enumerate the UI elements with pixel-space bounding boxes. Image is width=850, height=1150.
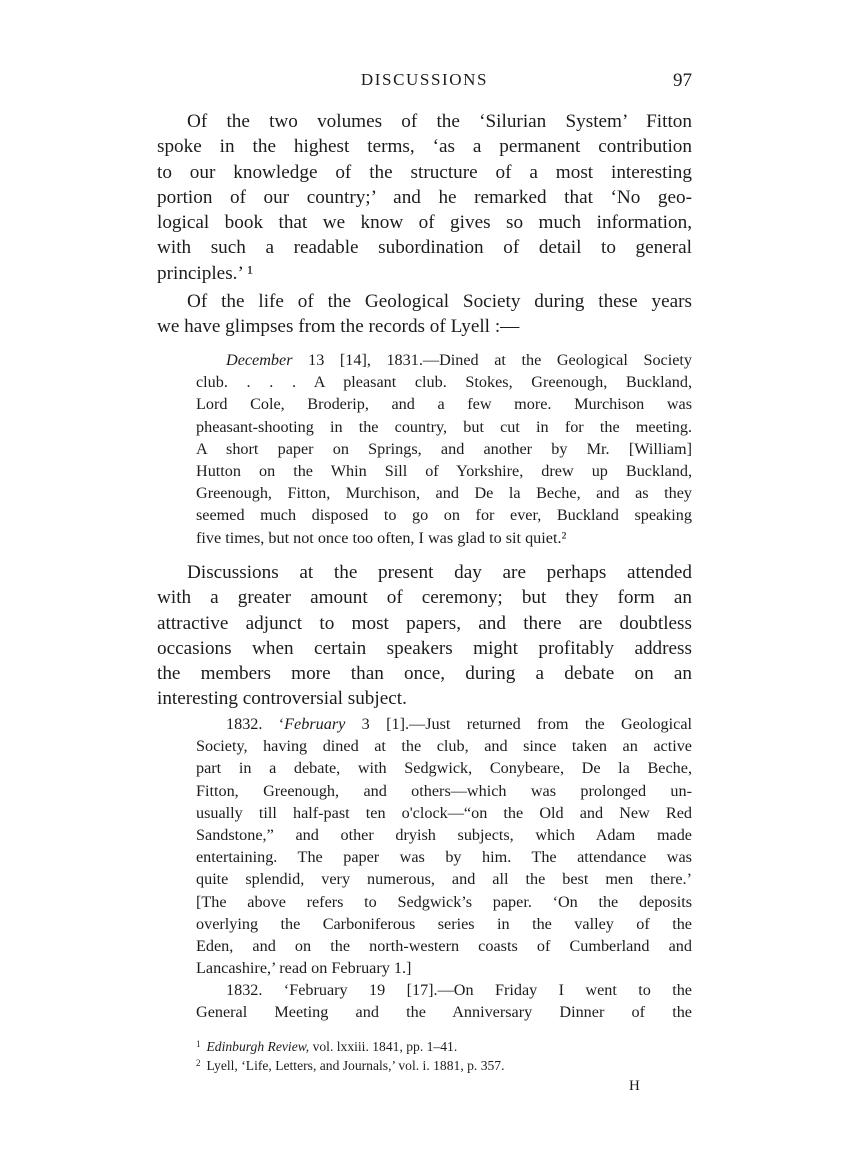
quote-december-1831 xyxy=(196,349,692,549)
text-line: seemed much disposed to go on for ever, Buckland speaking xyxy=(196,506,692,525)
quote-date: February xyxy=(284,715,346,733)
text-line: to our knowledge of the structure of a most interesting xyxy=(157,161,692,183)
paragraph-discussions xyxy=(157,560,692,712)
text-line xyxy=(196,349,692,371)
text-line: we have glimpses from the records of Lyell :— xyxy=(157,316,520,338)
text-line: principles.’ ¹ xyxy=(157,262,253,284)
text-line: with a greater amount of ceremony; but they form an xyxy=(157,587,692,609)
footnote-text: vol. lxxiii. 1841, pp. 1–41. xyxy=(309,1039,458,1054)
paragraph-silurian-system xyxy=(157,109,692,286)
text-span: 1832. ‘ xyxy=(226,715,285,733)
text-line: [The above refers to Sedgwick’s paper. ‘On the deposits xyxy=(196,892,692,911)
text-line: Fitton, Greenough, and others—which was prolonged un- xyxy=(196,781,692,800)
text-line: overlying the Carboniferous series in the valley of the xyxy=(196,914,692,933)
text-line: logical book that we know of gives so much information, xyxy=(157,212,692,234)
text-line: General Meeting and the Anniversary Dinner of the xyxy=(196,1003,692,1022)
text-line: Hutton on the Whin Sill of Yorkshire, drew up Buckland, xyxy=(196,461,692,480)
text-line: portion of our country;’ and he remarked that ‘No geo- xyxy=(157,186,692,208)
text-line: quite splendid, very numerous, and all the best men there.’ xyxy=(196,870,692,889)
text-line: club. . . . A pleasant club. Stokes, Greenough, Buckland, xyxy=(196,373,692,392)
text-span: 13 [14], 1831.—Dined at the Geological Society xyxy=(292,351,692,369)
footnote xyxy=(196,1035,692,1054)
text-line: part in a debate, with Sedgwick, Conybeare, De la Beche, xyxy=(196,759,692,778)
text-line: Of the two volumes of the ‘Silurian System’ Fitton xyxy=(187,111,692,132)
text-line: pheasant-shooting in the country, but cut in for the meeting. xyxy=(196,417,692,436)
text-line: 1832. ‘February 19 [17].—On Friday I went to the xyxy=(226,981,692,1000)
text-line: attractive adjunct to most papers, and there are doubtless xyxy=(157,612,692,634)
text-line: Eden, and on the north-western coasts of Cumberland and xyxy=(196,936,692,955)
running-title: DISCUSSIONS xyxy=(360,70,489,89)
page-number: 97 xyxy=(673,70,692,91)
signature-mark: H xyxy=(629,1078,640,1094)
text-line: five times, but not once too often, I was glad to sit quiet.² xyxy=(196,528,567,547)
footnote-title: Edinburgh Review, xyxy=(206,1039,310,1054)
text-line: spoke in the highest terms, ‘as a permanent contribution xyxy=(157,136,692,158)
text-line: the members more than once, during a debate on an xyxy=(157,663,692,685)
text-line: entertaining. The paper was by him. The attendance was xyxy=(196,848,692,867)
text-line: interesting controversial subject. xyxy=(157,688,407,710)
text-line: Sandstone,” and other dryish subjects, which Adam made xyxy=(196,825,692,844)
text-line: Lancashire,’ read on February 1.] xyxy=(196,959,412,978)
text-line: usually till half-past ten o'clock—“on the Old and New Red xyxy=(196,803,692,822)
footnote-mark: 2 xyxy=(196,1058,201,1068)
text-line: Society, having dined at the club, and since taken an active xyxy=(196,737,692,756)
quote-february-1832 xyxy=(196,713,692,1024)
text-line: occasions when certain speakers might profitably address xyxy=(157,637,692,659)
text-line: Lord Cole, Broderip, and a few more. Murchison was xyxy=(196,395,692,414)
text-line xyxy=(196,713,692,735)
text-line: Discussions at the present day are perhaps attended xyxy=(187,562,692,583)
paragraph-geological-society xyxy=(157,289,692,340)
footnote-mark: 1 xyxy=(196,1039,201,1049)
footnote-text: Lyell, ‘Life, Letters, and Journals,’ vol. i. 1881, p. 357. xyxy=(206,1058,505,1073)
text-line: A short paper on Springs, and another by Mr. [William] xyxy=(196,439,692,458)
text-line: with such a readable subordination of detail to general xyxy=(157,237,692,259)
text-span: 3 [1].—Just returned from the Geological xyxy=(345,715,692,733)
text-line: Greenough, Fitton, Murchison, and De la Beche, and as they xyxy=(196,484,692,503)
text-line: Of the life of the Geological Society during these years xyxy=(187,291,692,312)
footnotes xyxy=(196,1035,692,1073)
footnote xyxy=(196,1054,692,1073)
running-head xyxy=(157,70,692,96)
quote-date: December xyxy=(226,351,293,369)
